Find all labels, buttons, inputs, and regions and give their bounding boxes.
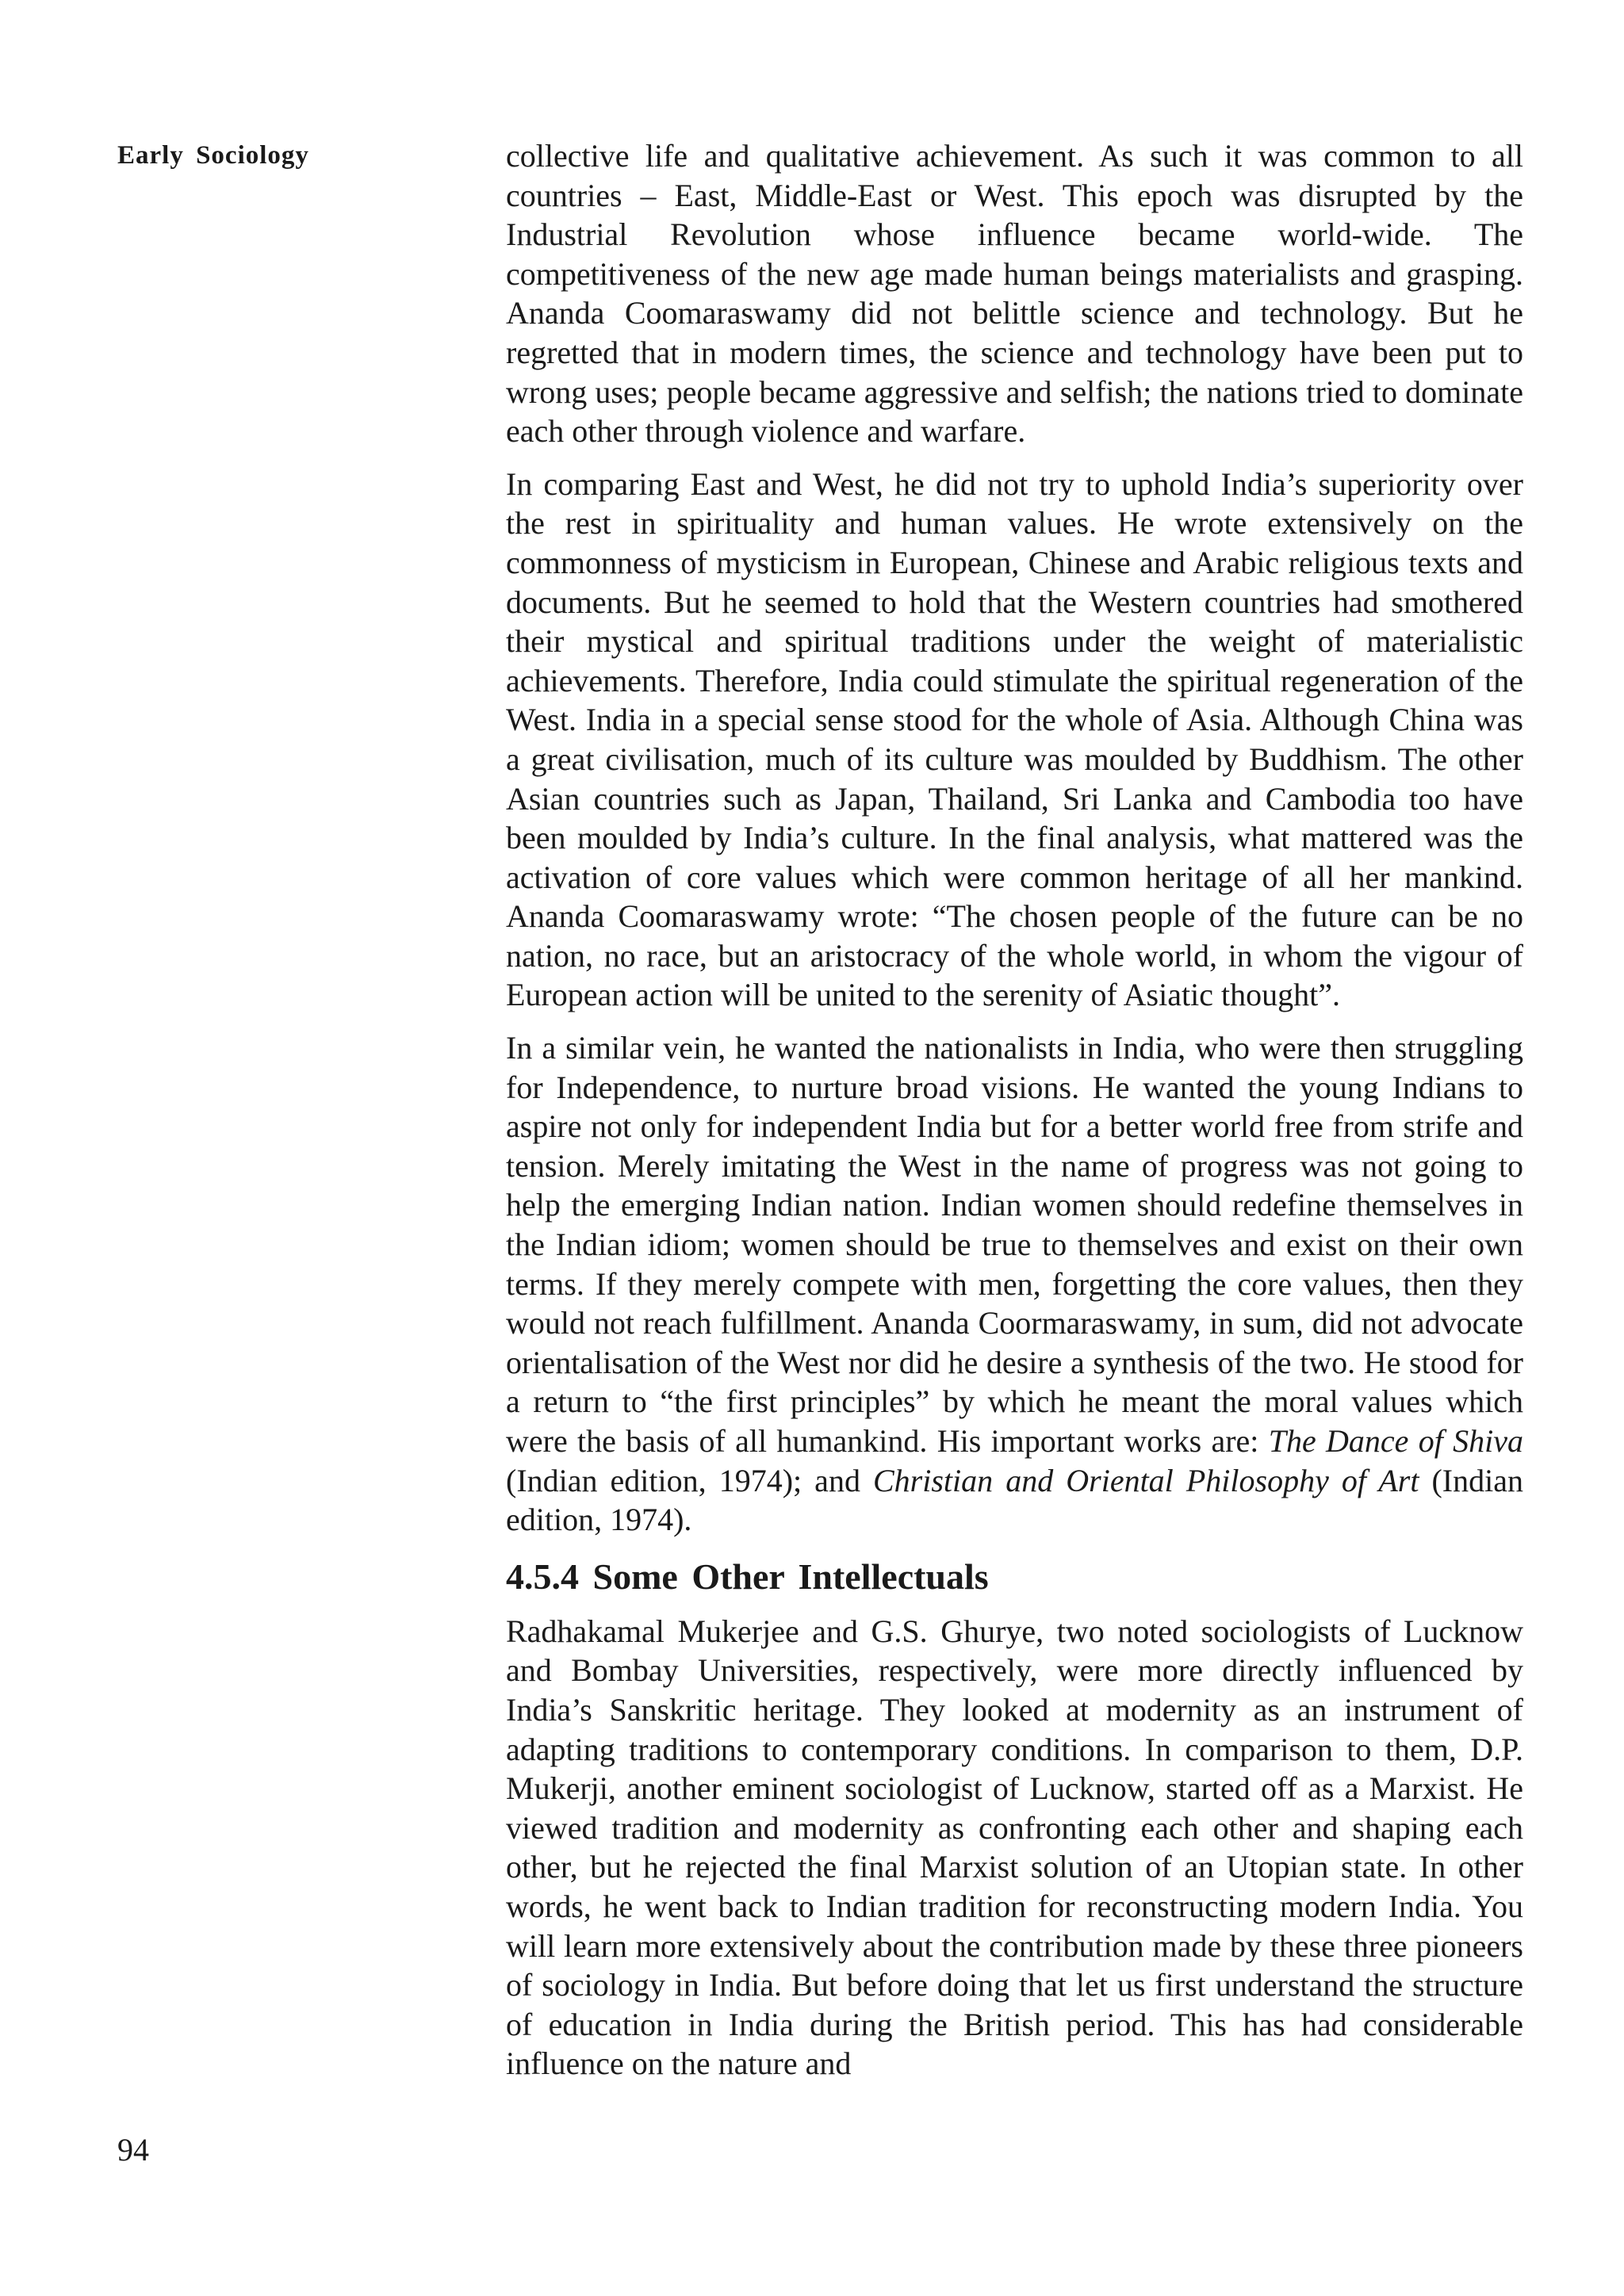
paragraph-3-text-b: (Indian edition, 1974); and xyxy=(506,1462,873,1498)
page-number: 94 xyxy=(117,2132,149,2168)
paragraph-4: Radhakamal Mukerjee and G.S. Ghurye, two noted sociologists of Lucknow and Bombay Universities, respectively, were more directly influenced by India’s Sanskritic heritage. They looked at modernity as an instrument of adapting traditions to contemporary conditions. In comparison to them, D.P. Mukerji, another eminent sociologist of Lucknow, started off as a Marxist. He viewed tradition and modernity as confronting each other and shaping each other, but he rejected the final Marxist solution of an Utopian state. In other words, he went back to Indian tradition for reconstructing modern India. You will learn more extensively about the contribution made by these three pioneers of sociology in India. But before doing that let us first understand the structure of education in India during the British period. This has had considerable influence on the nature and xyxy=(506,1613,1523,2082)
book-title-dance-of-shiva: The Dance of Shiva xyxy=(1268,1423,1524,1459)
paragraph-1: collective life and qualitative achievement. As such it was common to all countries – East, Middle-East or West. This epoch was disrupted by the Industrial Revolution whose influence became world-wide. The competitiveness of the new age made human beings materialists and grasping. Ananda Coomaraswamy did not belittle science and technology. But he regretted that in modern times, the science and technology have been put to wrong uses; people became aggressive and selfish; the nations tried to dominate each other through violence and warfare. xyxy=(506,138,1523,450)
main-text-column xyxy=(506,136,1523,2097)
running-head: Early Sociology xyxy=(117,141,309,170)
paragraph-2: In comparing East and West, he did not try to uphold India’s superiority over the rest in spirituality and human values. He wrote extensively on the commonness of mysticism in European, Chinese and Arabic religious texts and documents. But he seemed to hold that the Western countries had smothered their mystical and spiritual traditions under the weight of materialistic achievements. Therefore, India could stimulate the spiritual regeneration of the West. India in a special sense stood for the whole of Asia. Although China was a great civilisation, much of its culture was moulded by Buddhism. The other Asian countries such as Japan, Thailand, Sri Lanka and Cambodia too have been moulded by India’s culture. In the final analysis, what mattered was the activation of core values which were common heritage of all her mankind. Ananda Coomaraswamy wrote: “The chosen people of the future can be no nation, no race, but an aristocracy of the whole world, in whom the vigour of European action will be united to the serenity of Asiatic thought”. xyxy=(506,465,1523,1013)
paragraph-3 xyxy=(506,1028,1523,1540)
paragraph-3-text-a: In a similar vein, he wanted the nationalists in India, who were then struggling for Independence, to nurture broad visions. He wanted the young Indians to aspire not only for independent India but for a better world free from strife and tension. Merely imitating the West in the name of progress was not going to help the emerging Indian nation. Indian women should redefine themselves in the Indian idiom; women should be true to themselves and exist on their own terms. If they merely compete with men, forgetting the core values, then they would not reach fulfillment. Ananda Coormaraswamy, in sum, did not advocate orientalisation of the West nor did he desire a synthesis of the two. He stood for a return to “the first principles” by which he meant the moral values which were the basis of all humankind. His important works are: xyxy=(506,1030,1523,1459)
paragraph-3-text-c: (Indian edition, 1974). xyxy=(506,1462,1523,1538)
book-title-christian-oriental-philosophy: Christian and Oriental Philosophy of Art xyxy=(873,1462,1419,1498)
section-heading: 4.5.4 Some Other Intellectuals xyxy=(506,1556,989,1597)
